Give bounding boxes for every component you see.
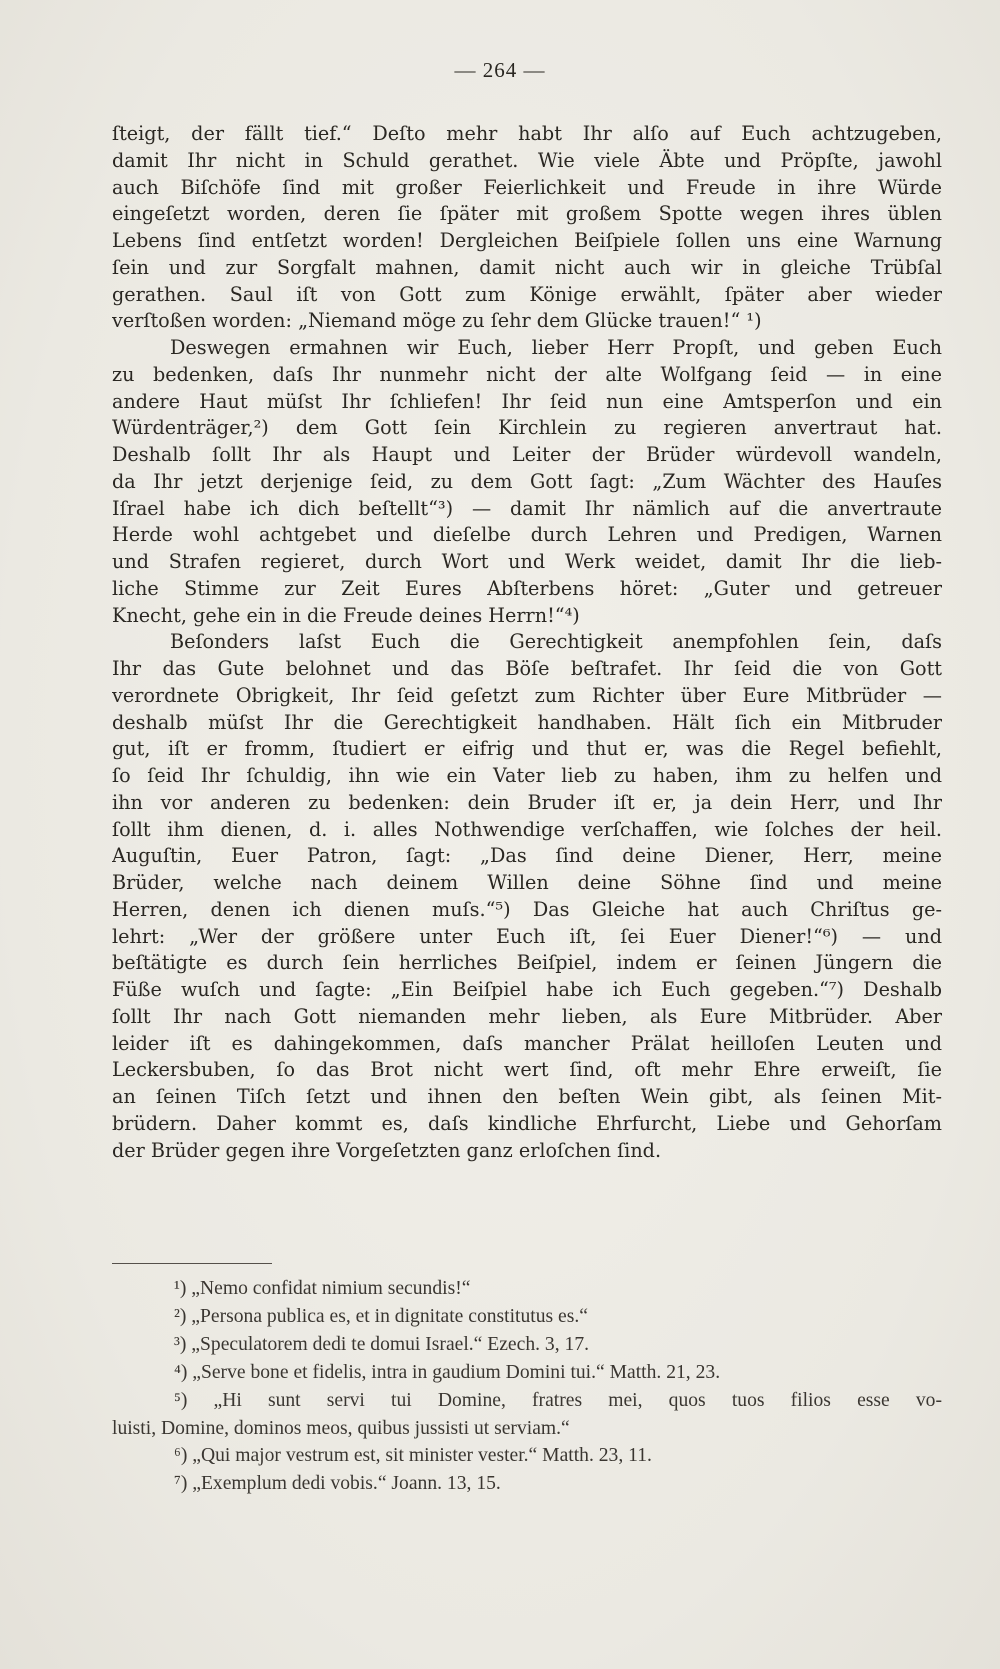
text-line: und Strafen regieret, durch Wort und Werk weidet, damit Ihr die lieb-	[112, 550, 942, 573]
text-line: verſtoßen worden: „Niemand möge zu ſehr dem Glücke trauen!“ ¹)	[112, 309, 762, 333]
footnote-line: ⁷) „Exemplum dedi vobis.“ Joann. 13, 15.	[174, 1473, 501, 1495]
page-number: — 264 —	[454, 58, 546, 82]
text-line: Lebens ſind entſetzt worden! Dergleichen Beiſpiele ſollen uns eine Warnung	[112, 229, 942, 252]
footnote-line: ⁶) „Qui major vestrum est, sit minister vester.“ Matth. 23, 11.	[174, 1445, 652, 1467]
text-line: Deshalb ſollt Ihr als Haupt und Leiter der Brüder würdevoll wandeln,	[112, 443, 942, 466]
text-line: leider iſt es dahingekommen, daſs mancher Prälat heilloſen Leuten und	[112, 1031, 942, 1055]
text-line: an ſeinen Tiſch ſetzt und ihnen den beſten Wein gibt, als ſeinen Mit-	[112, 1085, 942, 1108]
text-line: Deswegen ermahnen wir Euch, lieber Herr Propſt, und geben Euch	[170, 336, 942, 359]
footnote-line: ²) „Persona publica es, et in dignitate constitutus es.“	[174, 1305, 588, 1327]
text-line: verordnete Obrigkeit, Ihr ſeid geſetzt zum Richter über Eure Mitbrüder —	[112, 683, 942, 707]
text-line: gerathen. Saul iſt von Gott zum Könige erwählt, ſpäter aber wieder	[112, 282, 942, 306]
footnotes	[112, 1275, 942, 1498]
text-line: Herren, denen ich dienen muſs.“⁵) Das Gleiche hat auch Chriſtus ge-	[112, 897, 942, 921]
text-line: liche Stimme zur Zeit Eures Abſterbens höret: „Guter und getreuer	[112, 576, 942, 600]
footnote-line: ¹) „Nemo confidat nimium secundis!“	[174, 1278, 471, 1299]
text-line: ſteigt, der fällt tief.“ Deſto mehr habt Ihr alſo auf Euch achtzugeben,	[112, 122, 942, 145]
main-text	[112, 121, 942, 1164]
text-line: andere Haut müſst Ihr ſchliefen! Ihr ſeid nun eine Amtsperſon und ein	[112, 389, 942, 413]
text-line: ihn vor anderen zu bedenken: dein Bruder iſt er, ja dein Herr, und Ihr	[112, 790, 942, 814]
text-line: ſollt ihm dienen, d. i. alles Nothwendige verſchaffen, wie ſolches der heil.	[112, 817, 942, 841]
text-line: lehrt: „Wer der größere unter Euch iſt, ſei Euer Diener!“⁶) — und	[112, 924, 942, 948]
text-line: der Brüder gegen ihre Vorgeſetzten ganz erloſchen ſind.	[112, 1138, 662, 1162]
text-line: ſollt Ihr nach Gott niemanden mehr lieben, als Eure Mitbrüder. Aber	[112, 1004, 942, 1028]
text-line: Auguſtin, Euer Patron, ſagt: „Das ſind deine Diener, Herr, meine	[112, 844, 942, 868]
text-line: Beſonders laſst Euch die Gerechtigkeit anempfohlen ſein, daſs	[170, 630, 942, 654]
text-line: Herde wohl achtgebet und dieſelbe durch Lehren und Predigen, Warnen	[112, 523, 942, 547]
text-line: auch Biſchöfe ſind mit großer Feierlichkeit und Freude in ihre Würde	[112, 175, 942, 199]
footnote-divider	[112, 1263, 272, 1264]
footnote-line: ³) „Speculatorem dedi te domui Israel.“ Ezech. 3, 17.	[174, 1333, 590, 1355]
text-line: Ihr das Gute belohnet und das Böſe beſtrafet. Ihr ſeid die von Gott	[112, 657, 942, 680]
text-line: beſtätigte es durch ſein herrliches Beiſpiel, indem er ſeinen Jüngern die	[112, 951, 942, 975]
text-line: gut, iſt er fromm, ſtudiert er eifrig und thut er, was die Regel befiehlt,	[112, 737, 942, 761]
footnote-line: luisti, Domine, dominos meos, quibus jussisti ut serviam.“	[112, 1417, 570, 1439]
text-line: da Ihr jetzt derjenige ſeid, zu dem Gott ſagt: „Zum Wächter des Hauſes	[112, 469, 942, 493]
footnote-line: ⁵) „Hi sunt servi tui Domine, fratres mei, quos tuos filios esse vo-	[174, 1389, 942, 1411]
text-line: eingeſetzt worden, deren ſie ſpäter mit großem Spotte wegen ihres üblen	[112, 202, 942, 226]
text-line: ſein und zur Sorgfalt mahnen, damit nicht auch wir in gleiche Trübſal	[112, 255, 942, 279]
text-line: Füße wuſch und ſagte: „Ein Beiſpiel habe ich Euch gegeben.“⁷) Deshalb	[112, 978, 942, 1001]
text-line: Würdenträger,²) dem Gott ſein Kirchlein zu regieren anvertraut hat.	[112, 416, 942, 440]
text-line: Knecht, gehe ein in die Freude deines Herrn!“⁴)	[112, 603, 580, 627]
text-line: Iſrael habe ich dich beſtellt“³) — damit Ihr nämlich auf die anvertraute	[112, 496, 942, 520]
text-line: brüdern. Daher kommt es, daſs kindliche Ehrfurcht, Liebe und Gehorſam	[112, 1111, 942, 1135]
text-line: damit Ihr nicht in Schuld gerathet. Wie viele Äbte und Pröpſte, jawohl	[112, 148, 942, 172]
text-line: Leckersbuben, ſo das Brot nicht wert ſind, oft mehr Ehre erweiſt, ſie	[112, 1058, 942, 1082]
footnote-line: ⁴) „Serve bone et fidelis, intra in gaudium Domini tui.“ Matth. 21, 23.	[174, 1361, 721, 1383]
text-line: Brüder, welche nach deinem Willen deine Söhne ſind und meine	[112, 871, 942, 894]
text-line: zu bedenken, daſs Ihr nunmehr nicht der alte Wolfgang ſeid — in eine	[112, 362, 942, 386]
text-line: deshalb müſst Ihr die Gerechtigkeit handhaben. Hält ſich ein Mitbruder	[112, 710, 942, 734]
text-line: ſo ſeid Ihr ſchuldig, ihn wie ein Vater lieb zu haben, ihm zu helfen und	[112, 764, 942, 787]
